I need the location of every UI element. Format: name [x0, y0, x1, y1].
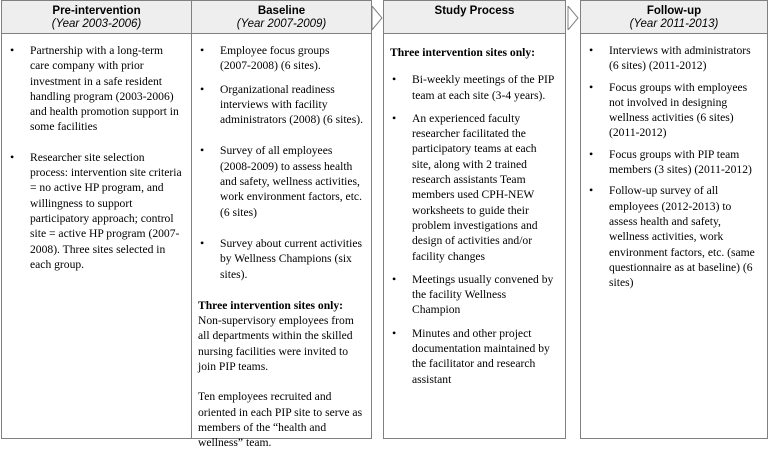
arrow-connector [567, 6, 579, 30]
column-follow-up [580, 0, 768, 439]
paragraph: Ten employees recruited and oriented in each PIP site to serve as members of the “health and wellness” team. [198, 390, 363, 450]
list-item: • Minutes and other project documentation maintained by the facilitator and research assistant [390, 326, 557, 387]
list-item: • Survey of all employees (2008-2009) to assess health and safety, wellness activities, work environment factors, etc. (6 sites) [198, 143, 363, 219]
column-body [192, 34, 371, 450]
column-body [2, 34, 191, 438]
list-item: • Follow-up survey of all employees (2012-2013) to assess health and safety, wellness activities, work environment factors, etc. (same questionnaire as at baseline) (6 sites) [587, 183, 759, 290]
arrow-connector [371, 6, 383, 30]
column-subtitle: (Year 2007-2009) [236, 18, 327, 30]
bullet-list [8, 43, 183, 272]
list-item: • Researcher site selection process: intervention site criteria = no active HP program, and willingness to support participatory approach; control site = active HP program (2007-2008). Three sites selected in each group. [8, 150, 183, 272]
bullet-list [390, 72, 557, 387]
list-item: • An experienced faculty researcher facilitated the participatory teams at each site, along with 2 trained research assistants Team members used CPH-NEW worksheets to guide their problem investigations and design of activities and/or facility changes [390, 111, 557, 264]
column-subtitle: (Year 2011-2013) [629, 18, 719, 30]
list-item: • Partnership with a long-term care company with prior investment in a safe resident handling program (2003-2006) and health promotion support in some facilities [8, 43, 183, 135]
section-heading: Three intervention sites only: [198, 298, 344, 312]
list-item: • Focus groups with PIP team members (3 sites) (2011-2012) [587, 147, 759, 178]
column-header [192, 1, 371, 34]
column-pre-intervention [1, 0, 192, 439]
column-header [384, 1, 565, 34]
list-item: • Focus groups with employees not involved in designing wellness activities (6 sites) (2011-2012) [587, 80, 759, 141]
list-item: • Meetings usually convened by the facility Wellness Champion [390, 272, 557, 318]
column-header [581, 1, 767, 34]
column-baseline [191, 0, 372, 450]
bullet-list [587, 43, 759, 290]
column-title: Baseline [257, 5, 306, 17]
column-title: Pre-intervention [52, 5, 141, 17]
column-study-process [383, 0, 566, 439]
column-body [581, 34, 767, 438]
column-title: Follow-up [646, 5, 702, 17]
column-body [384, 34, 565, 438]
paragraph: Non-supervisory employees from all departments within the skilled nursing facilities were invited to join PIP teams. [198, 314, 354, 374]
column-title: Study Process [434, 5, 515, 17]
list-item: • Employee focus groups (2007-2008) (6 sites). [198, 43, 363, 74]
list-item: • Bi-weekly meetings of the PIP team at each site (3-4 years). [390, 72, 557, 103]
section-heading: Three intervention sites only: [390, 46, 536, 59]
list-item: • Interviews with administrators (6 sites) (2011-2012) [587, 43, 759, 74]
list-item: • Organizational readiness interviews with facility administrators (2008) (6 sites). [198, 82, 363, 128]
column-subtitle: (Year 2003-2006) [51, 18, 142, 30]
bullet-list [198, 43, 363, 282]
column-header [2, 1, 191, 34]
list-item: • Survey about current activities by Wellness Champions (six sites). [198, 236, 363, 282]
